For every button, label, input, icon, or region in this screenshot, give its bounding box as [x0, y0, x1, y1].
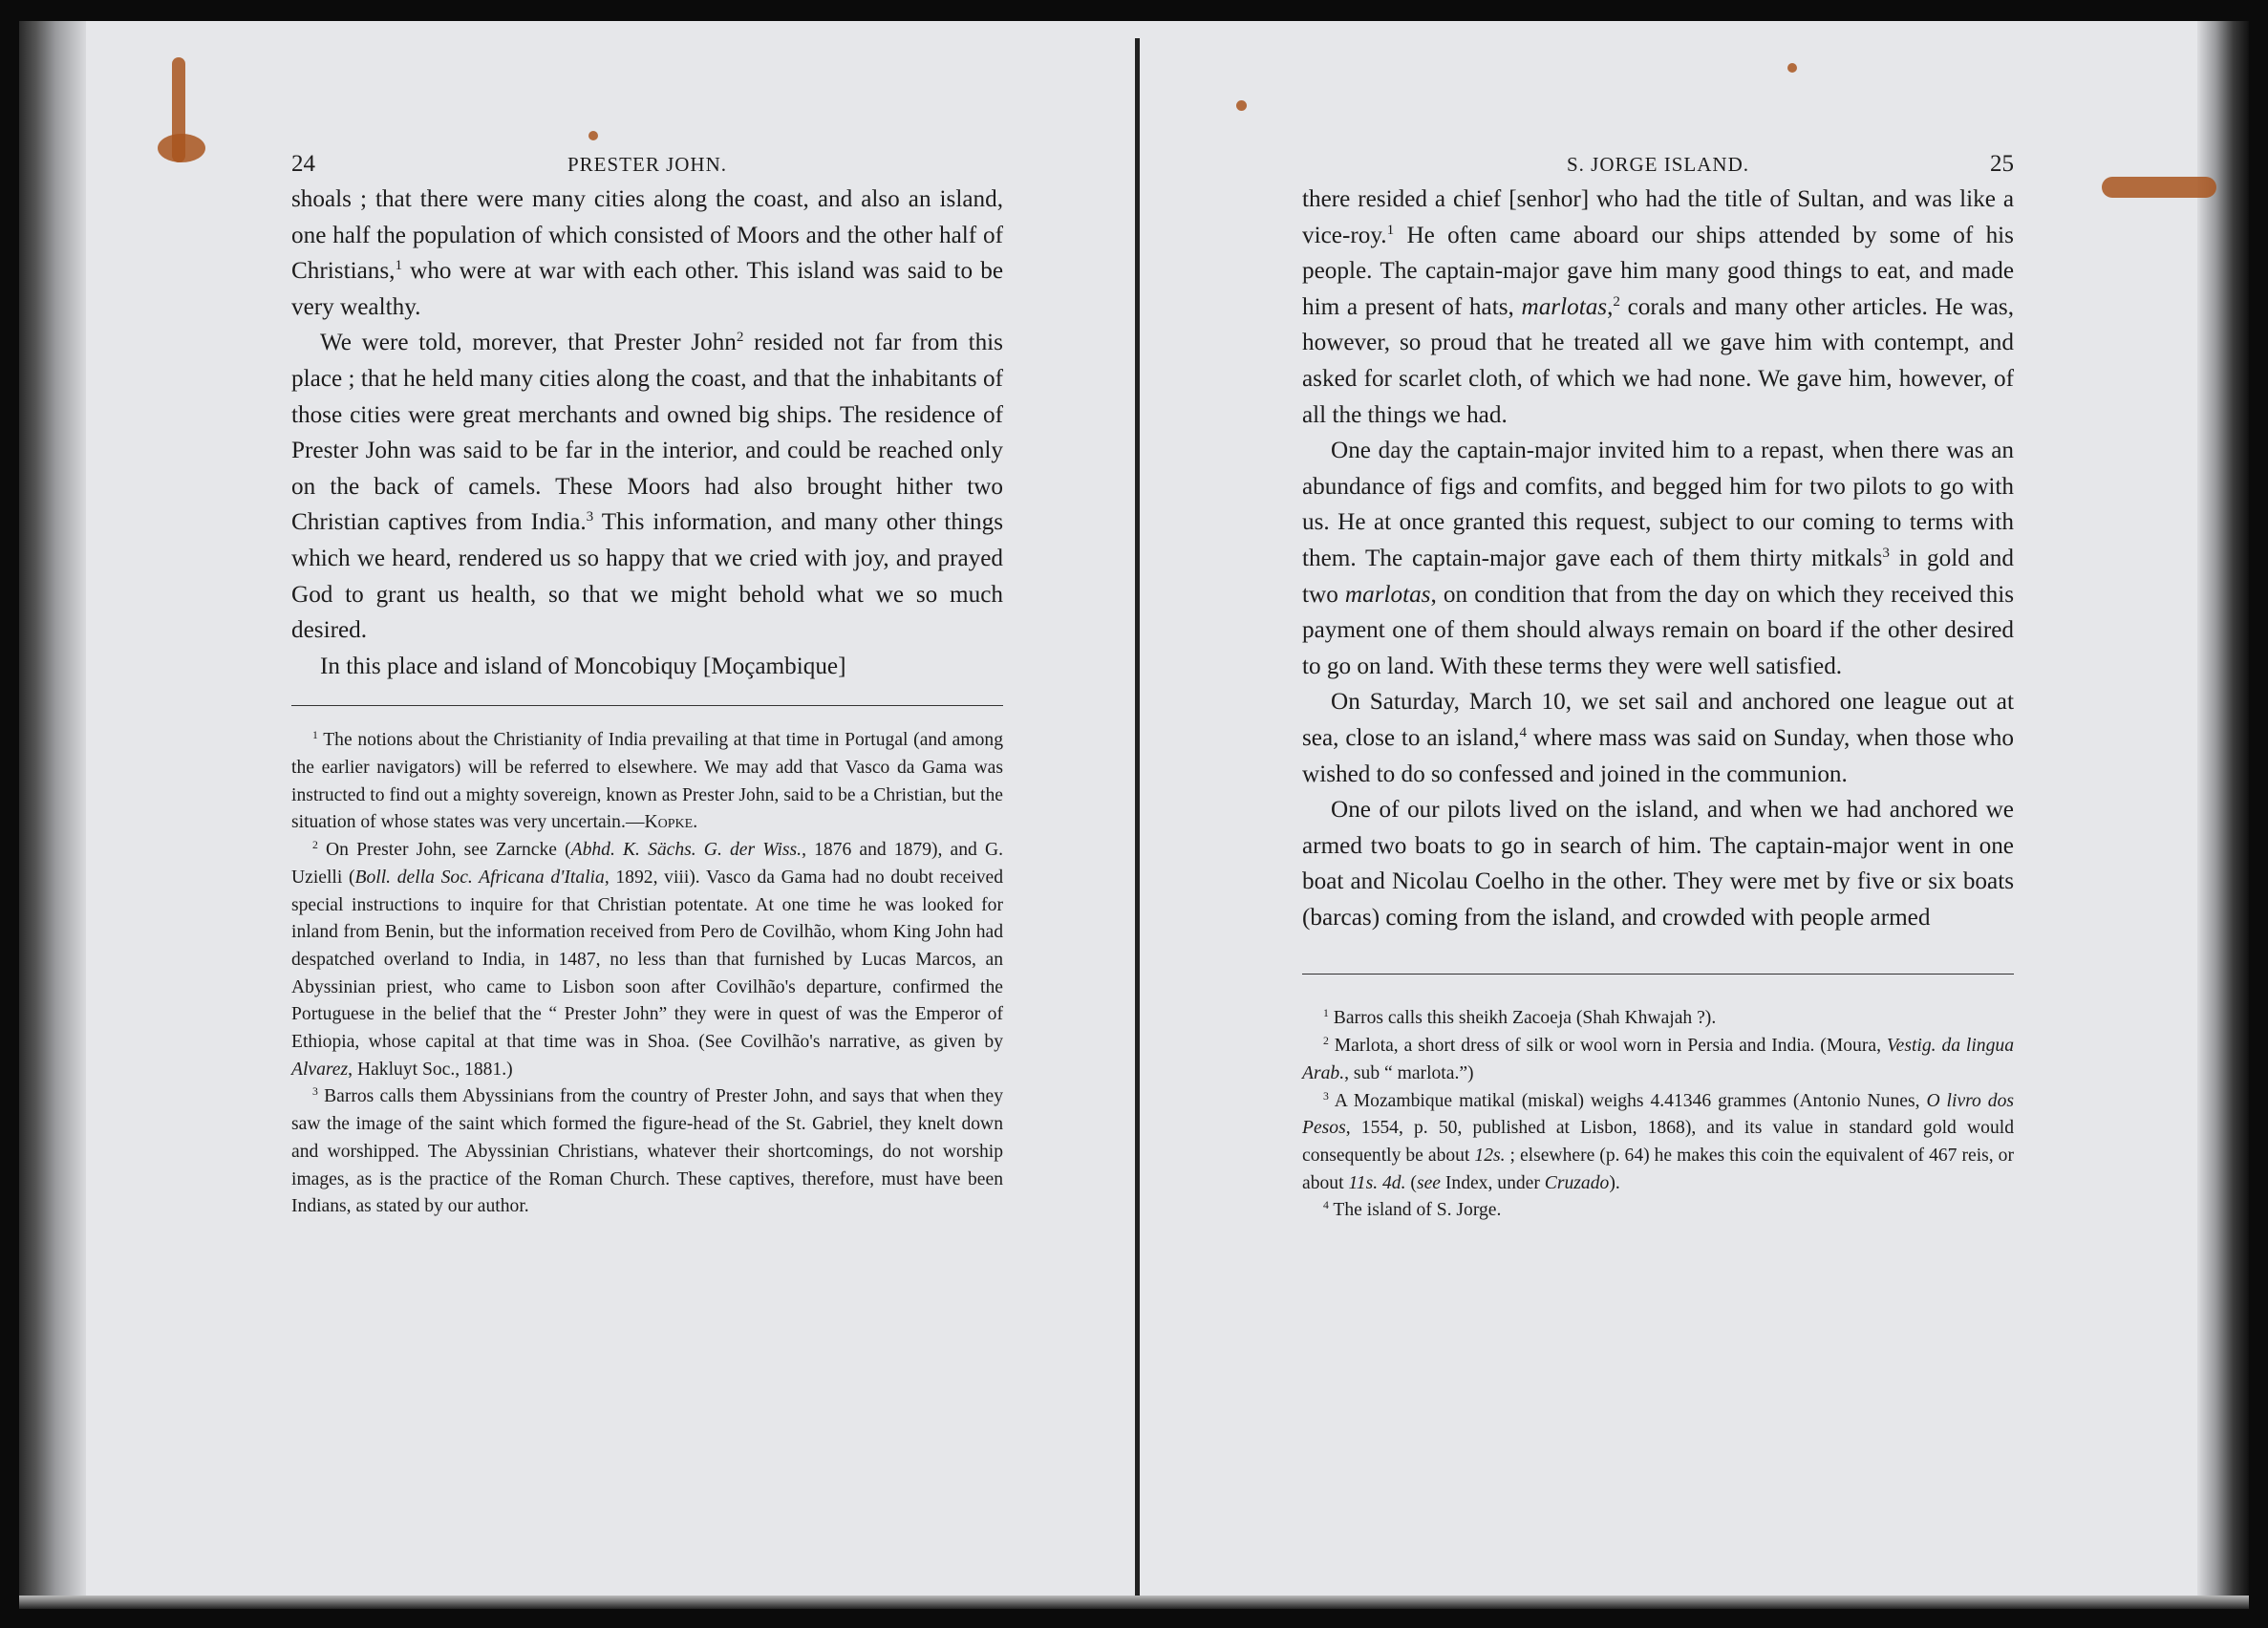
left-footnotes [291, 727, 1003, 1221]
rust-stain [2102, 177, 2216, 198]
right-footnote-2: $^2$ Marlota, a short dress of silk or wool worn in Persia and India. (Moura, Vestig. da lingua Arab., sub “ marlota.”) [1302, 1035, 2014, 1083]
left-paragraph-3: In this place and island of Moncobiquy [Moçambique] [320, 653, 846, 679]
left-paragraph-1: shoals ; that there were many cities along the coast, and also an island, one half the population of which consisted of Moors and the other half of Christians,$^1$ who were at war with each other. This island was said to be very wealthy. [291, 186, 1003, 320]
left-running-title: PRESTER JOHN. [567, 153, 728, 176]
right-binding-edge [2197, 21, 2249, 1607]
right-footnote-4: $^4$ The island of S. Jorge. [1323, 1199, 1502, 1221]
right-footnote-1: $^1$ Barros calls this sheikh Zacoeja (Shah Khwajah ?). [1323, 1007, 1717, 1029]
left-binding-edge [19, 21, 86, 1607]
footnote-rule [291, 705, 1003, 706]
foxing-spot [1787, 63, 1797, 73]
right-running-title: S. JORGE ISLAND. [1566, 153, 1749, 176]
right-paragraph-3: On Saturday, March 10, we set sail and anchored one league out at sea, close to an island,$^4$ where mass was said on Sunday, when those who wished to do so confessed and joined in the communion. [1302, 689, 2014, 787]
right-page-number: 25 [1990, 151, 2014, 177]
foxing-spot [588, 131, 598, 140]
left-body-text [291, 182, 1003, 684]
right-footnotes [1302, 1005, 2014, 1225]
left-paragraph-2: We were told, morever, that Prester John$^2$ resided not far from this place ; that he held many cities along the coast, and that the inhabitants of those cities were great merchants and owned big ships. The residence of Prester John was said to be far in the interior, and could be reached only on the back of camels. These Moors had also brought hither two Christian captives from India.$^3$ This information, and many other things which we heard, rendered us so happy that we cried with joy, and prayed God to grant us health, so that we might behold what we so much desired. [291, 330, 1003, 644]
bottom-edge-shadow [19, 1596, 2249, 1609]
right-body-text [1302, 182, 2014, 935]
footnote-rule [1302, 974, 2014, 975]
rust-stain [158, 134, 205, 162]
left-footnote-2: $^2$ On Prester John, see Zarncke (Abhd. K. Sächs. G. der Wiss., 1876 and 1879), and G. Uzielli (Boll. della Soc. Africana d'Italia, 1892, viii). Vasco da Gama had no doubt received special instructions to inquire for that Christian potentate. At one time he was looked for inland from Benin, but the information received from Pero de Covilhão, whom King John had despatched overland to India, in 1487, no less than that furnished by Lucas Marcos, an Abyssinian priest, who came to Lisbon soon after Covilhão's departure, confirmed the Portuguese in the belief that the “ Prester John” they were in quest of was the Emperor of Ethiopia, whose capital at that time was in Shoa. (See Covilhão's narrative, as given by Alvarez, Hakluyt Soc., 1881.) [291, 839, 1004, 1080]
center-gutter [1135, 38, 1140, 1605]
foxing-spot [1236, 100, 1247, 111]
right-paragraph-4: One of our pilots lived on the island, and when we had anchored we armed two boats to go in search of him. The captain-major went in one boat and Nicolau Coelho in the other. They were met by five or six boats (barcas) coming from the island, and crowded with people armed [1302, 797, 2014, 931]
right-running-head [1302, 143, 2014, 182]
left-footnote-1: $^1$ The notions about the Christianity of India prevailing at that time in Portugal (and among the earlier navigators) will be referred to elsewhere. We may add that Vasco da Gama was instructed to find out a mighty sovereign, known as Prester John, said to be a Christian, but the situation of whose states was very uncertain.—Kopke. [291, 729, 1003, 833]
left-page [291, 143, 1003, 1221]
right-paragraph-1: there resided a chief [senhor] who had the title of Sultan, and was like a vice-roy.$^1$ He often came aboard our ships attended by some of his people. The captain-major gave him many good things to eat, and made him a present of hats, marlotas,$^2$ corals and many other articles. He was, however, so proud that he treated all we gave him with contempt, and asked for scarlet cloth, of which we had none. We gave him, however, of all the things we had. [1302, 186, 2015, 428]
left-footnote-3: $^3$ Barros calls them Abyssinians from the country of Prester John, and says that when they saw the image of the saint which formed the figure-head of the St. Gabriel, they knelt down and worshipped. The Abyssinian Christians, whatever their shortcomings, do not worship images, as is the practice of the Roman Church. These captives, therefore, must have been Indians, as stated by our author. [291, 1085, 1003, 1217]
right-footnote-3: $^3$ A Mozambique matikal (miskal) weighs 4.41346 grammes (Antonio Nunes, O livro dos Pesos, 1554, p. 50, published at Lisbon, 1868), and its value in standard gold would consequently be about 12s. ; elsewhere (p. 64) he makes this coin the equivalent of 467 reis, or about 11s. 4d. (see Index, under Cruzado). [1302, 1089, 2015, 1193]
left-running-head [291, 143, 1003, 182]
right-page [1302, 143, 2014, 1225]
left-page-number: 24 [291, 151, 315, 177]
right-paragraph-2: One day the captain-major invited him to a repast, when there was an abundance of figs and comfits, and begged him for two pilots to go with us. He at once granted this request, subject to our coming to terms with them. The captain-major gave each of them thirty mitkals$^3$ in gold and two marlotas, on condition that from the day on which they received this payment one of them should always remain on board if the other desired to go on land. With these terms they were well satisfied. [1302, 438, 2014, 679]
